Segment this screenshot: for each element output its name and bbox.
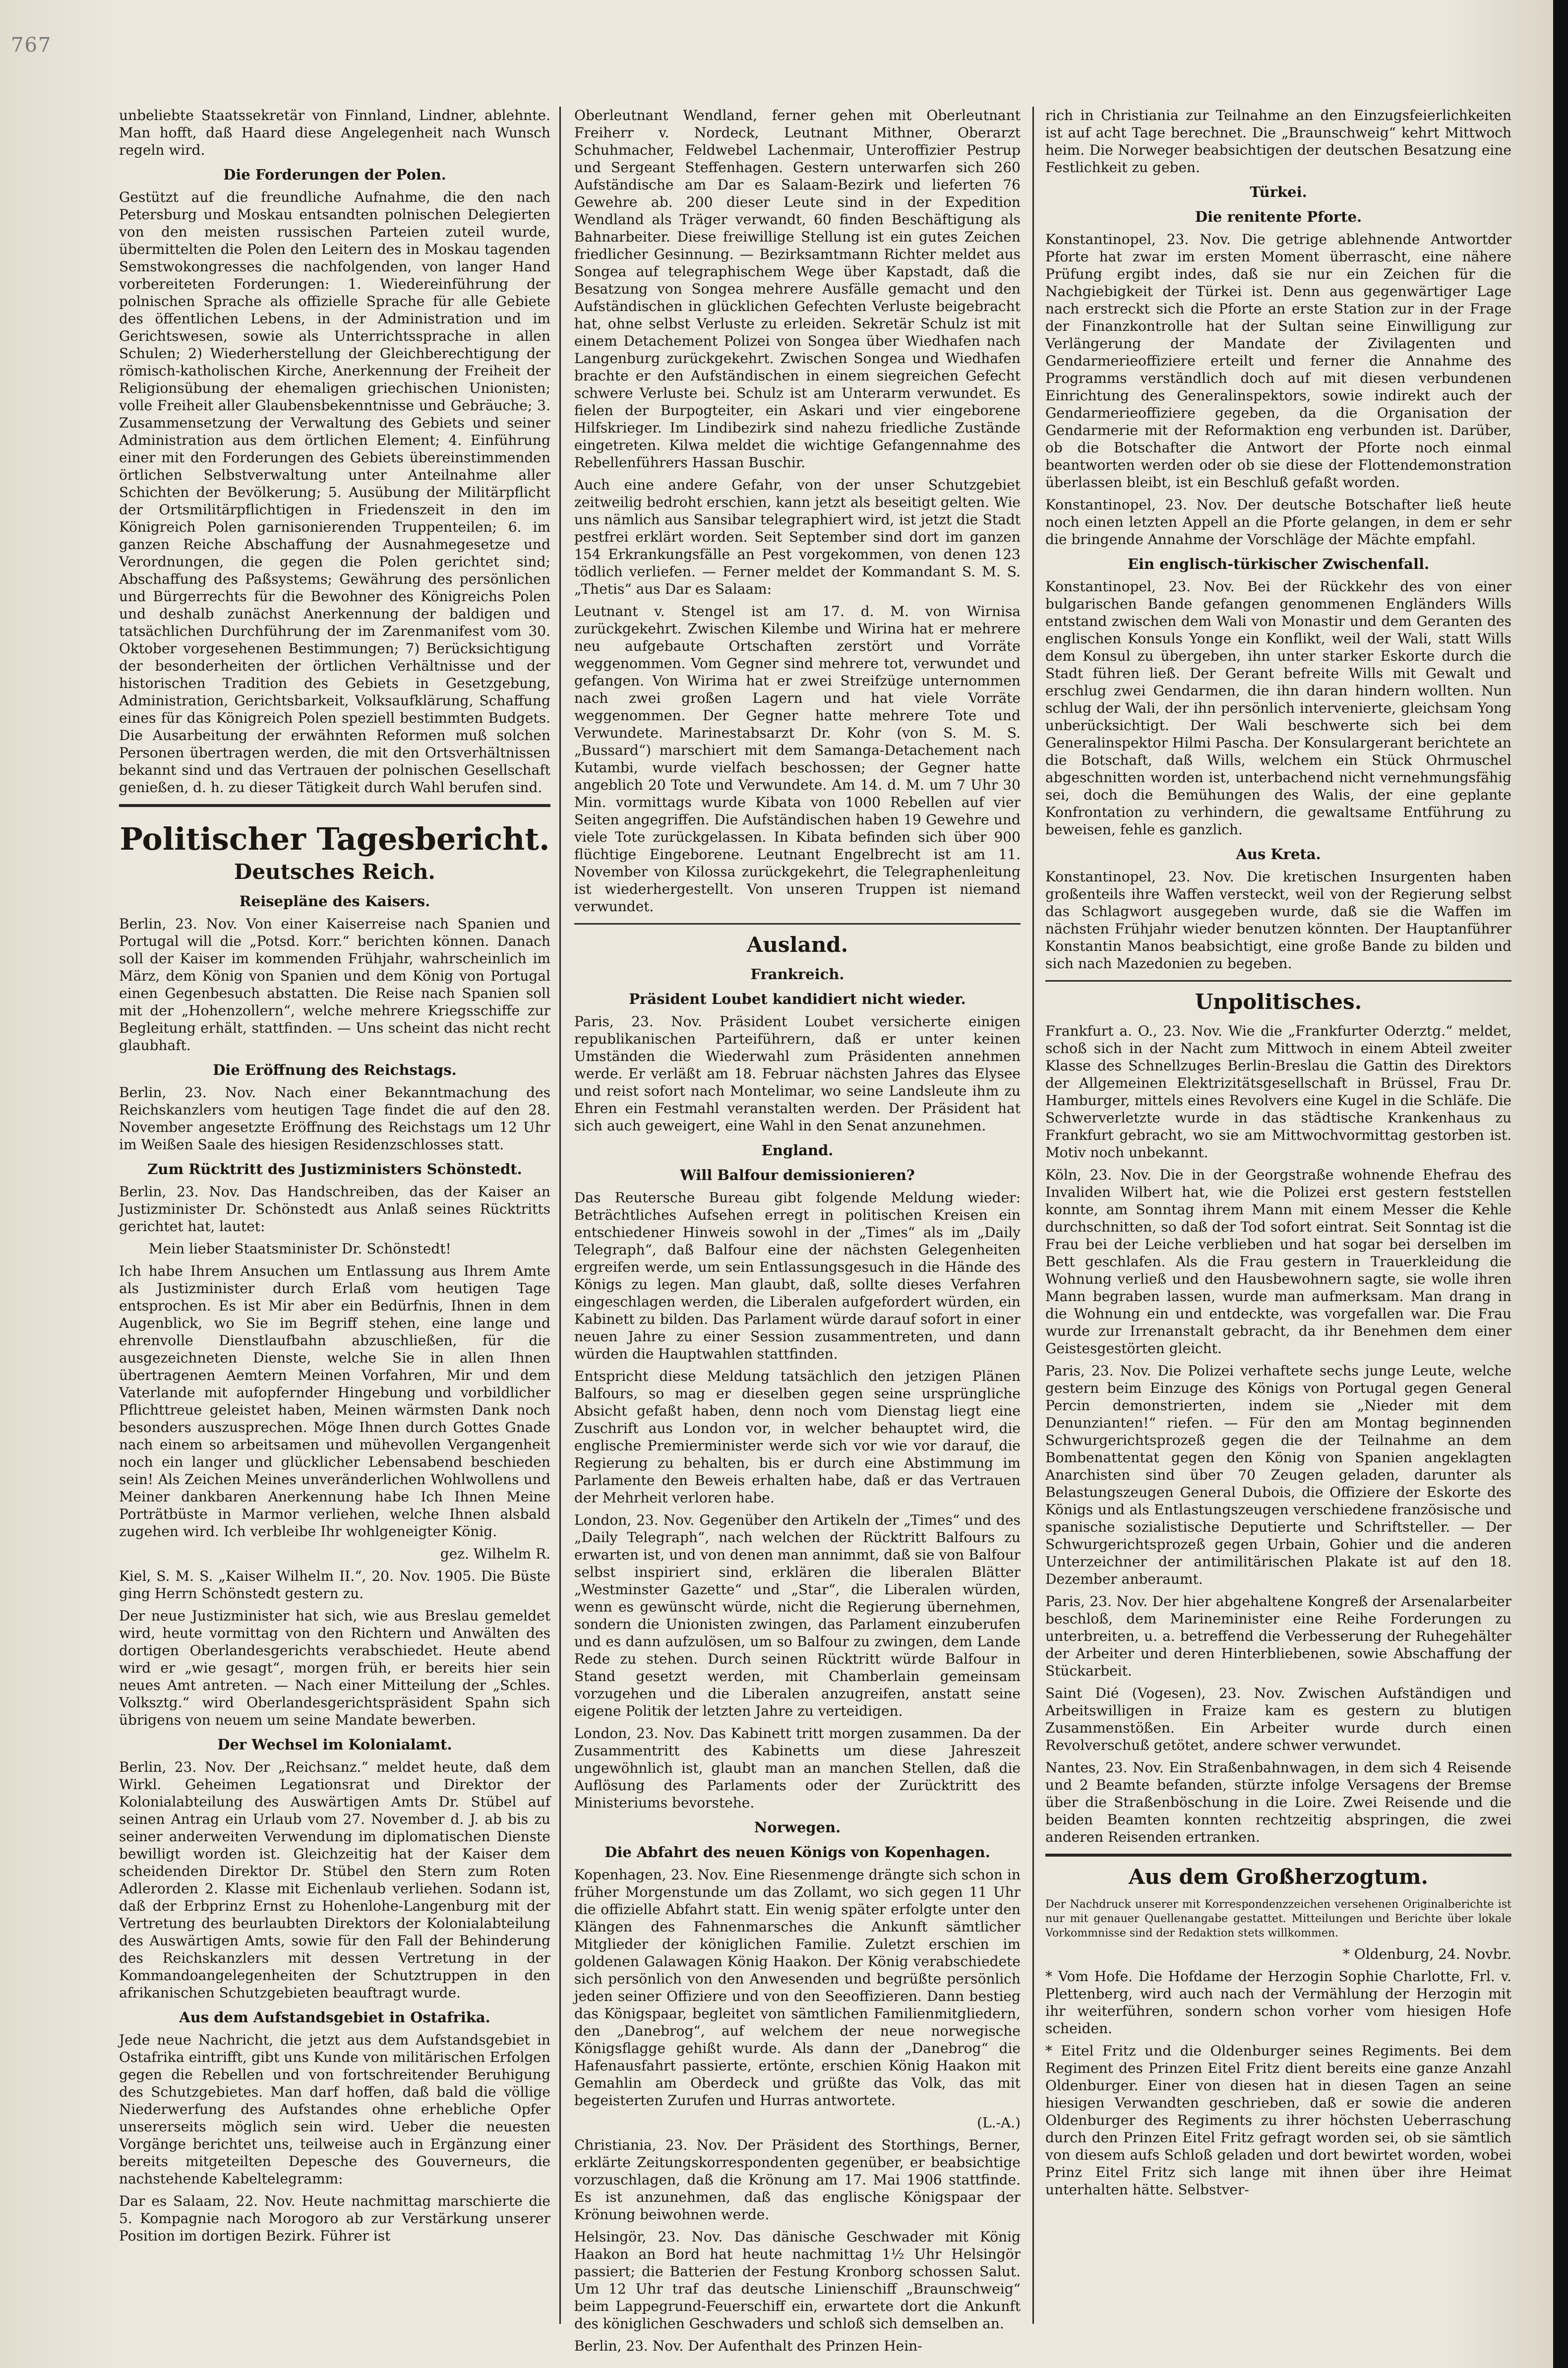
- page-number: 767: [11, 34, 52, 57]
- section-heading: Die Abfahrt des neuen Königs von Kopenhagen.: [604, 1844, 990, 1861]
- article-text: Entspricht diese Meldung tatsächlich den jetzigen Plänen Balfours, so mag er dieselben gegen seine ursprüngliche Absicht gefaßt haben, denn noch vom Dienstag liegt eine Zuschrift aus London vor, in welcher behauptet wird, die englische Premierminister werde sich vor wie vor darauf, die Regierung zu behalten, bis er durch eine Abstimmung im Parlamente den Beweis erhalten habe, daß er das Vertrauen der Mehrheit verloren habe.: [574, 1368, 1021, 1506]
- section-heading: Türkei.: [1250, 184, 1307, 200]
- section-heading: England.: [761, 1142, 834, 1159]
- article-text: Christiania, 23. Nov. Der Präsident des Storthings, Berner, erklärte Zeitungskorrespondenten gegenüber, er beabsichtige vorzuschlagen, daß die Krönung am 17. Mai 1906 stattfinde. Es ist anzunehmen, daß das englische Königspaar der Krönung beiwohnen werde.: [574, 2137, 1021, 2223]
- article-text: Paris, 23. Nov. Präsident Loubet versicherte einigen republikanischen Parteiführern, daß er unter keinen Umständen die Wiederwahl zum Präsidenten annehmen werde. Er verläßt am 18. Februar nächsten Jahres das Elysee und reist sofort nach Montelimar, wo seine Landsleute ihm zu Ehren ein Festmahl veranstalten werden. Der Präsident hat sich auch geweigert, eine Wahl in den Senat anzunehmen.: [574, 1013, 1021, 1134]
- article-text: Paris, 23. Nov. Der hier abgehaltene Kongreß der Arsenalarbeiter beschloß, dem Marineminister eine Reihe Forderungen zu unterbreiten, u. a. betreffend die Verbesserung der Ruhegehälter der Arbeiter und deren Hinterbliebenen, sowie Abschaffung der Stückarbeit.: [1045, 1593, 1511, 1679]
- letter-salutation: Mein lieber Staatsminister Dr. Schönstedt!: [149, 1241, 451, 1257]
- article-text: Berlin, 23. Nov. Von einer Kaiserreise nach Spanien und Portugal will die „Potsd. Korr.“ berichten können. Danach soll der Kaiser im kommenden Frühjahr, wahrscheinlich im März, dem König von Spanien und dem König von Portugal einen Gegenbesuch abstatten. Die Reise nach Spanien soll mit der „Hohenzollern“, welche mehrere Kriegsschiffe zur Begleitung erhält, stattfinden. — Uns scheint das nicht recht glaubhaft.: [119, 916, 550, 1054]
- section-heading: Die Eröffnung des Reichstags.: [213, 1061, 457, 1078]
- article-text: * Eitel Fritz und die Oldenburger seines Regiments. Bei dem Regiment des Prinzen Eitel Fritz dient bereits eine ganze Anzahl Oldenburger. Einer von diesen hat in diesen Tagen an seine hiesigen Verwandten geschrieben, daß er sowie die anderen Oldenburger des Regiments zu ihrer höchsten Ueberraschung durch den Prinzen Eitel Fritz gefragt worden sei, ob sie sämtlich von diesem aufs Schloß geladen und dort bewirtet worden, wobei Prinz Eitel Fritz sich lange mit ihnen über ihre Heimat unterhalten hätte. Selbstver-: [1045, 2043, 1511, 2198]
- article-text: * Vom Hofe. Die Hofdame der Herzogin Sophie Charlotte, Frl. v. Plettenberg, wird auch nach der Vermählung der Herzogin mit ihr weiterführen, sondern schon vorher vom hiesigen Hofe scheiden.: [1045, 1968, 1511, 2037]
- section-heading: Präsident Loubet kandidiert nicht wieder.: [629, 991, 966, 1007]
- article-text: Auch eine andere Gefahr, von der unser Schutzgebiet zeitweilig bedroht erschien, kann jetzt als beseitigt gelten. Wie uns nämlich aus Sansibar telegraphiert wird, ist jetzt die Stadt pestfrei erklärt worden. Seit September sind dort im ganzen 154 Erkrankungsfälle an Pest vorgekommen, von denen 123 tödlich verliefen. — Ferner meldet der Kommandant S. M. S. „Thetis“ aus Dar es Salaam:: [574, 477, 1021, 597]
- section-title: Aus dem Großherzogtum.: [1128, 1865, 1429, 1889]
- section-heading: Der Wechsel im Kolonialamt.: [217, 1736, 452, 1753]
- article-text: Berlin, 23. Nov. Das Handschreiben, das der Kaiser an Justizminister Dr. Schönstedt aus Anlaß seines Rücktritts gerichtet hat, lautet:: [119, 1184, 550, 1235]
- article-text: Berlin, 23. Nov. Nach einer Bekanntmachung des Reichskanzlers vom heutigen Tage findet die auf den 28. November angesetzte Eröffnung des Reichstags um 12 Uhr im Weißen Saale des hiesigen Residenzschlosses statt.: [119, 1084, 550, 1153]
- section-heading: Norwegen.: [754, 1819, 841, 1836]
- column-3: [1045, 107, 1511, 2329]
- article-text: Kiel, S. M. S. „Kaiser Wilhelm II.“, 20. Nov. 1905. Die Büste ging Herrn Schönstedt gestern zu.: [119, 1568, 550, 1602]
- article-text: Kopenhagen, 23. Nov. Eine Riesenmenge drängte sich schon in früher Morgenstunde um das Zollamt, wo sich gegen 11 Uhr die offizielle Abfahrt statt. Ein wenig später erfolgte unter den Klängen des Fahnenmarsches die Ankunft sämtlicher Mitglieder der königlichen Familie. Zuletzt erschien im goldenen Galawagen König Haakon. Der König verabschiedete sich persönlich von den Anwesenden und begrüßte persönlich jeden seiner Offiziere und von den Seeoffizieren. Dann bestieg das Königspaar, begleitet von sämtlichen Familienmitgliedern, den „Danebrog“, auf welchem der neue norwegische Königsflagge gehißt wurde. Als dann der „Danebrog“ die Hafenausfahrt passierte, ertönte, erschien König Haakon mit Gemahlin am Oberdeck und grüßte das Volk, das mit begeisterten Zurufen und Hurras antwortete.: [574, 1867, 1021, 2109]
- article-text: unbeliebte Staatssekretär von Finnland, Lindner, ablehnte. Man hofft, daß Haard diese Angelegenheit nach Wunsch regeln wird.: [119, 107, 550, 158]
- article-text: Dar es Salaam, 22. Nov. Heute nachmittag marschierte die 5. Kompagnie nach Morogoro ab zur Verstärkung unserer Position im dortigen Bezirk. Führer ist: [119, 2193, 550, 2244]
- article-text: Nantes, 23. Nov. Ein Straßenbahnwagen, in dem sich 4 Reisende und 2 Beamte befanden, stürzte infolge Versagens der Bremse über die Straßenböschung in die Loire. Zwei Reisende und die beiden Beamten konnten rechtzeitig abspringen, die zwei anderen Reisenden ertranken.: [1045, 1759, 1511, 1845]
- column-1: [119, 107, 550, 2329]
- article-text: Köln, 23. Nov. Die in der Georgstraße wohnende Ehefrau des Invaliden Wilbert hat, wie die Polizei erst gestern feststellen konnte, am Sonntag ihrem Mann mit einem Messer die Kehle durchschnitten, so daß der Tod sofort eintrat. Seit Sonntag ist die Frau bei der Leiche verblieben und hat sogar bei derselben im Bett geschlafen. Als die Frau gestern in Trauerkleidung die Wohnung verließ und den Hausbewohnern sagte, sie wolle ihren Mann begraben lassen, wurde man aufmerksam. Man drang in die Wohnung ein und entdeckte, was vorgefallen war. Die Frau wurde zur Irrenanstalt gebracht, da ihr Benehmen dem einer Geistesgestörten gleicht.: [1045, 1167, 1511, 1357]
- section-heading: Frankreich.: [750, 966, 844, 983]
- section-divider: [1045, 980, 1511, 982]
- article-text: Frankfurt a. O., 23. Nov. Wie die „Frankfurter Oderztg.“ meldet, schoß sich in der Nacht zum Mittwoch in einem Abteil zweiter Klasse des Schnellzuges Berlin-Breslau die Gattin des Direktors der Allgemeinen Elektrizitätsgesellschaft in Brüssel, Frau Dr. Hamburger, mittels eines Revolvers eine Kugel in die Schläfe. Die Schwerverletzte wurde in das städtische Krankenhaus zu Frankfurt gebracht, wo sie am Mittwochvormittag gestorben ist. Motiv noch unbekannt.: [1045, 1023, 1511, 1161]
- section-heading: Die Forderungen der Polen.: [223, 166, 446, 183]
- section-heading: Zum Rücktritt des Justizministers Schönstedt.: [147, 1161, 522, 1178]
- article-text: Saint Dié (Vogesen), 23. Nov. Zwischen Aufständigen und Arbeitswilligen in Fraize kam es gestern zu blutigen Zusammenstößen. Ein Arbeiter wurde durch einen Revolverschuß getötet, andere schwer verwundet.: [1045, 1685, 1511, 1753]
- section-divider: [119, 804, 550, 807]
- section-divider: [1045, 1854, 1511, 1857]
- column-rule: [559, 107, 561, 2324]
- article-text: Jede neue Nachricht, die jetzt aus dem Aufstandsgebiet in Ostafrika eintrifft, gibt uns Kunde von militärischen Erfolgen gegen die Rebellen und von fortschreitender Beruhigung des Schutzgebietes. Man darf hoffen, daß bald die völlige Niederwerfung des Aufstandes ohne erhebliche Opfer unsererseits möglich sein wird. Ueber die neuesten Vorgänge berichtet uns, teilweise auch in Ergänzung einer bereits mitgeteilten Depesche des Gouverneurs, die nachstehende Kabeltelegramm:: [119, 2032, 550, 2187]
- article-text: London, 23. Nov. Das Kabinett tritt morgen zusammen. Da der Zusammentritt des Kabinetts um diese Jahreszeit ungewöhnlich ist, glaubt man an manchen Stellen, daß die Auflösung des Parlaments oder der Zurücktritt des Ministeriums bevorstehe.: [574, 1725, 1021, 1811]
- section-title: Unpolitisches.: [1195, 990, 1362, 1014]
- letter-signature: gez. Wilhelm R.: [440, 1546, 550, 1562]
- reprint-notice: Der Nachdruck unserer mit Korrespondenzzeichen versehenen Originalberichte ist nur mit genauer Quellenangabe gestattet. Mitteilungen und Berichte über lokale Vorkommnisse sind der Redaktion stets willkommen.: [1045, 1898, 1511, 1939]
- article-text: Konstantinopel, 23. Nov. Der deutsche Botschafter ließ heute noch einen letzten Appell an die Pforte gelangen, in dem er sehr die bringende Annahme der Vorschläge der Mächte empfahl.: [1045, 497, 1511, 548]
- masthead-title: Politischer Tagesbericht.: [120, 821, 550, 857]
- article-text: Konstantinopel, 23. Nov. Die getrige ablehnende Antwortder Pforte hat zwar im ersten Moment überrascht, eine nähere Prüfung ergibt indes, daß sie nur ein Zeichen für die Nachgiebigkeit der Türkei ist. Denn aus gegenwärtiger Lage nach erstreckt sich die Pforte an erste Station zur in der Frage der Finanzkontrolle hat der Sultan seine Einwilligung zur Verlängerung der Mandate der Zivilagenten und Gendarmerieoffiziere erteilt und ferner die Annahme des Programms verständlich doch auf mit diesen verbundenen Einrichtung des Generalinspektors, sowie indirekt auch der Gendarmerieoffiziere gegeben, da die Organisation der Gendarmerie mit der Reformaktion eng verbunden ist. Darüber, ob die Botschafter die Antwort der Pforte noch einmal beantworten werden oder ob sie diese der Flottendemonstration überlassen bleibt, ist ein Beschluß gefaßt worden.: [1045, 231, 1511, 491]
- article-text: rich in Christiania zur Teilnahme an den Einzugsfeierlichkeiten ist auf acht Tage berechnet. Die „Braunschweig“ kehrt Mittwoch heim. Die Norweger beabsichtigen der deutschen Besatzung eine Festlichkeit zu geben.: [1045, 107, 1511, 176]
- article-text: Berlin, 23. Nov. Der Aufenthalt des Prinzen Hein-: [574, 2338, 922, 2354]
- section-heading: Ein englisch-türkischer Zwischenfall.: [1127, 556, 1430, 572]
- column-2: [574, 107, 1021, 2354]
- section-divider: [574, 923, 1021, 925]
- article-text: Konstantinopel, 23. Nov. Bei der Rückkehr des von einer bulgarischen Bande gefangen genommenen Engländers Wills entstand zwischen dem Wali von Monastir und dem Geranten des englischen Konsuls Yonge ein Konflikt, weil der Wali, statt Wills dem Konsul zu übergeben, ihn unter starker Eskorte durch die Stadt führen ließ. Der Gerant befreite Wills mit Gewalt und erschlug zwei Gendarmen, die ihn daran hindern wollten. Nun schlug der Wali, der ihn persönlich intervenierte, gleichsam Yong unberücksichtigt. Der Wali beschwerte sich bei dem Generalinspektor Hilmi Pascha. Der Konsulargerant berichtete an die Botschaft, daß Wills, welchem ein Stück Ohrmuschel abgeschnitten worden ist, unterbachend nicht vernehmungsfähig sei, doch die Bemühungen des Walis, der eine geplante Konfrontation zu verhindern, die gewaltsame Entführung zu beweisen, fehle es ganzlich.: [1045, 578, 1511, 838]
- article-text: Helsingör, 23. Nov. Das dänische Geschwader mit König Haakon an Bord hat heute nachmittag 1½ Uhr Helsingör passiert; die Batterien der Festung Kronborg schossen Salut. Um 12 Uhr traf das deutsche Linienschiff „Braunschweig“ beim Lappegrund-Feuerschiff ein, erwartete dort die Ankunft des königlichen Geschwaders und schloß sich demselben an.: [574, 2229, 1021, 2332]
- article-text: London, 23. Nov. Gegenüber den Artikeln der „Times“ und des „Daily Telegraph“, nach welchen der Rücktritt Balfours zu erwarten ist, und von denen man annimmt, daß sie von Balfour selbst inspiriert sind, erklären die liberalen Blätter „Westminster Gazette“ und „Star“, die Liberalen würden, wenn es gewünscht würde, nicht die Regierung übernehmen, sondern die Unionisten zwingen, das Parlament einzuberufen und es dann aufzulösen, um so Balfour zu zwingen, dem Lande Rede zu stehen. Durch seinen Rücktritt würde Balfour in Stand gesetzt werden, mit Chamberlain gemeinsam vorzugehen und die Liberalen anzugreifen, anstatt seine eigene Politik der letzten Jahre zu verteidigen.: [574, 1512, 1021, 1719]
- section-heading: Aus Kreta.: [1236, 846, 1321, 863]
- article-text: Gestützt auf die freundliche Aufnahme, die den nach Petersburg und Moskau entsandten polnischen Delegierten von den meisten russischen Parteien zuteil wurde, übermittelten die Polen den Leitern des in Moskau tagenden Semstwokongresses die nachfolgenden, von langer Hand vorbereiteten Forderungen: 1. Wiedereinführung der polnischen Sprache als offizielle Sprache für alle Gebiete des öffentlichen Lebens, in der Administration und im Gerichtswesen, sowie als Unterrichtssprache in allen Schulen; 2) Wiederherstellung der Gleichberechtigung der römisch-katholischen Kirche, Anerkennung der Freiheit der Religionsübung der ehemaligen griechischen Unionisten; volle Freiheit aller Glaubensbekenntnisse und Gebräuche; 3. Zusammensetzung der Verwaltung des Gebiets und seiner Administration aus dem örtlichen Element; 4. Einführung einer mit den Forderungen des Gebiets übereinstimmenden örtlichen Selbstverwaltung unter Anteilnahme aller Schichten der Bevölkerung; 5. Ausübung der Militärpflicht der Ortsmilitärpflichtigen in Friedenszeit in den im Königreich Polen garnisonierenden Truppenteilen; 6. im ganzen Reiche Abschaffung der Ausnahmegesetze und Verordnungen, die gegen die Polen gerichtet sind; Abschaffung des Paßsystems; Gewährung des persönlichen und Bürgerrechts für die Bewohner des Königreichs Polen und deshalb zunächst Anerkennung der baldigen und tatsächlichen Durchführung der im Zarenmanifest vom 30. Oktober vorgesehenen Bestimmungen; 7) Berücksichtigung der besonderheiten der örtlichen Verhältnisse und der historischen Tradition des Gebiets in Gesetzgebung, Administration, Gerichtsbarkeit, Volksaufklärung, Schaffung eines für das Königreich Polen speziell bestimmten Budgets. Die Ausarbeitung der erwähnten Reformen muß solchen Personen übertragen werden, die mit den Ortsverhältnissen bekannt sind und das Vertrauen der polnischen Gesellschaft genießen, d. h. zu dieser Tätigkeit durch Wahl berufen sind.: [119, 189, 550, 796]
- article-text: Ich habe Ihrem Ansuchen um Entlassung aus Ihrem Amte als Justizminister durch Erlaß vom heutigen Tage entsprochen. Es ist Mir aber ein Bedürfnis, Ihnen in dem Augenblick, wo Sie im Begriff stehen, eine lange und ehrenvolle Dienstlaufbahn abzuschließen, für die ausgezeichneten Dienste, welche Sie in allen Ihnen übertragenen Aemtern Meinen Vorfahren, Mir und dem Vaterlande mit aufopfernder Hingebung und vorbildlicher Pflichttreue geleistet haben, Meinen wärmsten Dank noch besonders auszusprechen. Möge Ihnen durch Gottes Gnade nach einem so arbeitsamen und mühevollen Vergangenheit noch ein langer und glücklicher Lebensabend beschieden sein! Als Zeichen Meines unveränderlichen Wohlwollens und Meiner dankbaren Anerkennung habe Ich Ihnen Meine Porträtbüste in Marmor verliehen, welche Ihnen alsbald zugehen wird. Ich verbleibe Ihr wohlgeneigter König.: [119, 1263, 550, 1540]
- section-heading: Aus dem Aufstandsgebiet in Ostafrika.: [179, 2009, 490, 2026]
- column-rule: [1032, 107, 1034, 2324]
- section-heading: Will Balfour demissionieren?: [680, 1167, 915, 1184]
- section-heading: Die renitente Pforte.: [1195, 208, 1362, 225]
- article-text: Das Reutersche Bureau gibt folgende Meldung wieder: Beträchtliches Aufsehen erregt in politischen Kreisen ein entschiedener Hinweis sowohl in der „Times“ als im „Daily Telegraph“, daß Balfour eine der nächsten Gelegenheiten ergreifen werde, um sein Entlassungsgesuch in die Hände des Königs zu legen. Man glaubt, daß, sollte dieses Verfahren eingeschlagen werden, die Liberalen aufgefordert würden, ein Kabinett zu bilden. Das Parlament würde darauf sofort in einer neuen Jahre zu einer Session zusammentreten, und dann würden die Hauptwahlen stattfinden.: [574, 1189, 1021, 1362]
- section-title: Deutsches Reich.: [234, 860, 436, 884]
- article-text: Berlin, 23. Nov. Der „Reichsanz.“ meldet heute, daß dem Wirkl. Geheimen Legationsrat und Direktor der Kolonialabteilung des Auswärtigen Amts Dr. Stübel auf seinen Antrag ein Urlaub vom 27. November d. J. ab bis zu seiner anderweiten Verwendung im diplomatischen Dienste bewilligt worden ist. Gleichzeitig hat der Kaiser dem scheidenden Direktor Dr. Stübel den Stern zum Roten Adlerorden 2. Klasse mit Eichenlaub verliehen. Sodann ist, daß der Erbprinz Ernst zu Hohenlohe-Langenburg mit der Vertretung des beurlaubten Direktors der Kolonialabteilung des Auswärtigen Amts, sowie für den Fall der Behinderung des Reichskanzlers mit dessen Vertretung in der Kommandoangelegenheiten der Schutztruppen in den afrikanischen Schutzgebieten beauftragt wurde.: [119, 1759, 550, 2001]
- dateline: * Oldenburg, 24. Novbr.: [1342, 1946, 1511, 1962]
- section-heading: Reisepläne des Kaisers.: [239, 893, 430, 910]
- article-text: Paris, 23. Nov. Die Polizei verhaftete sechs junge Leute, welche gestern beim Einzuge des Königs von Portugal gegen General Percin demonstrierten, indem sie „Nieder mit dem Denunzianten!“ riefen. — Für den am Montag beginnenden Schwurgerichtsprozeß gegen die der Teilnahme an dem Bombenattentat gegen den König von Spanien angeklagten Anarchisten sind über 70 Zeugen geladen, darunter als Belastungszeugen General Dubois, die Offiziere der Eskorte des Königs und als Entlastungszeugen verschiedene französische und spanische sozialistische Deputierte und Schriftsteller. — Der Schwurgerichtsprozeß gegen Urbain, Gohier und die anderen Unterzeichner der antimilitärischen Plakate ist auf den 18. Dezember anberaumt.: [1045, 1363, 1511, 1587]
- article-text: Leutnant v. Stengel ist am 17. d. M. von Wirnisa zurückgekehrt. Zwischen Kilembe und Wirina hat er mehrere neu aufgebaute Ortschaften zerstört und Vorräte weggenommen. Vom Gegner sind mehrere tot, verwundet und gefangen. Von Wirima hat er zwei Streifzüge unternommen nach zwei großen Lagern und hat viele Vorräte weggenommen. Der Gegner hatte mehrere Tote und Verwundete. Marinestabsarzt Dr. Kohr (von S. M. S. „Bussard“) marschiert mit dem Samanga-Detachement nach Kutambi, wurde vielfach beschossen; der Gegner hatte angeblich 20 Tote und Verwundete. Am 14. d. M. um 7 Uhr 30 Min. vormittags wurde Kibata von 1000 Rebellen auf vier Seiten angegriffen. Die Aufständischen haben 19 Gewehre und viele Tote zurückgelassen. In Kibata befinden sich über 900 flüchtige Eingeborene. Leutnant Engelbrecht ist am 11. November von Kilossa zurückgekehrt, die Telegraphenleitung ist wiederhergestellt. Von unseren Truppen ist niemand verwundet.: [574, 603, 1021, 915]
- scan-edge: [1553, 0, 1568, 2368]
- section-title: Ausland.: [746, 933, 848, 957]
- article-text: Der neue Justizminister hat sich, wie aus Breslau gemeldet wird, heute vormittag von den Richtern und Anwälten des dortigen Oberlandesgerichts verabschiedet. Heute abend wird er „wie gesagt“, morgen früh, er bereits hier sein neues Amt antreten. — Nach einer Mitteilung der „Schles. Volksztg.“ wird Oberlandesgerichtspräsident Spahn sich übrigens von neuem um seine Mandate bewerben.: [119, 1608, 550, 1728]
- article-text: Konstantinopel, 23. Nov. Die kretischen Insurgenten haben großenteils ihre Waffen versteckt, weil von der Regierung selbst das Schlagwort ausgegeben wurde, daß sie die Waffen im nächsten Frühjahr wieder benutzen könnten. Der Hauptanführer Konstantin Manos beabsichtigt, eine große Bande zu bilden und sich nach Mazedonien zu begeben.: [1045, 869, 1511, 972]
- article-text: Oberleutnant Wendland, ferner gehen mit Oberleutnant Freiherr v. Nordeck, Leutnant Mithner, Oberarzt Schuhmacher, Feldwebel Lachenmair, Unteroffizier Pestrup und Sergeant Steffenhagen. Gestern unterwarfen sich 260 Aufständische am Dar es Salaam-Bezirk und lieferten 76 Gewehre ab. 200 dieser Leute sind in der Expedition Wendland als Träger verwandt, 60 finden Beschäftigung als Bahnarbeiter. Diese freiwillige Stellung ist ein gutes Zeichen friedlicher Gesinnung. — Bezirksamtmann Richter meldet aus Songea auf telegraphischem Wege über Kapstadt, daß die Besatzung von Songea mehrere Ausfälle gemacht und den Aufständischen in glücklichen Gefechten Verluste beigebracht hat, ohne selbst Verluste zu erleiden. Sekretär Schulz ist mit einem Detachement Polizei von Songea über Wiedhafen nach Langenburg zurückgekehrt. Zwischen Songea und Wiedhafen brachte er den Aufständischen in einem siegreichen Gefecht schwere Verluste bei. Schulz ist am Unterarm verwundet. Es fielen der Burpogteiter, ein Askari und vier eingeborene Hilfskrieger. Im Lindibezirk sind nahezu friedliche Zustände eingetreten. Kilwa meldet die wichtige Gefangennahme des Rebellenführers Hassan Buschir.: [574, 107, 1021, 471]
- source-tag: (L.-A.): [977, 2115, 1021, 2131]
